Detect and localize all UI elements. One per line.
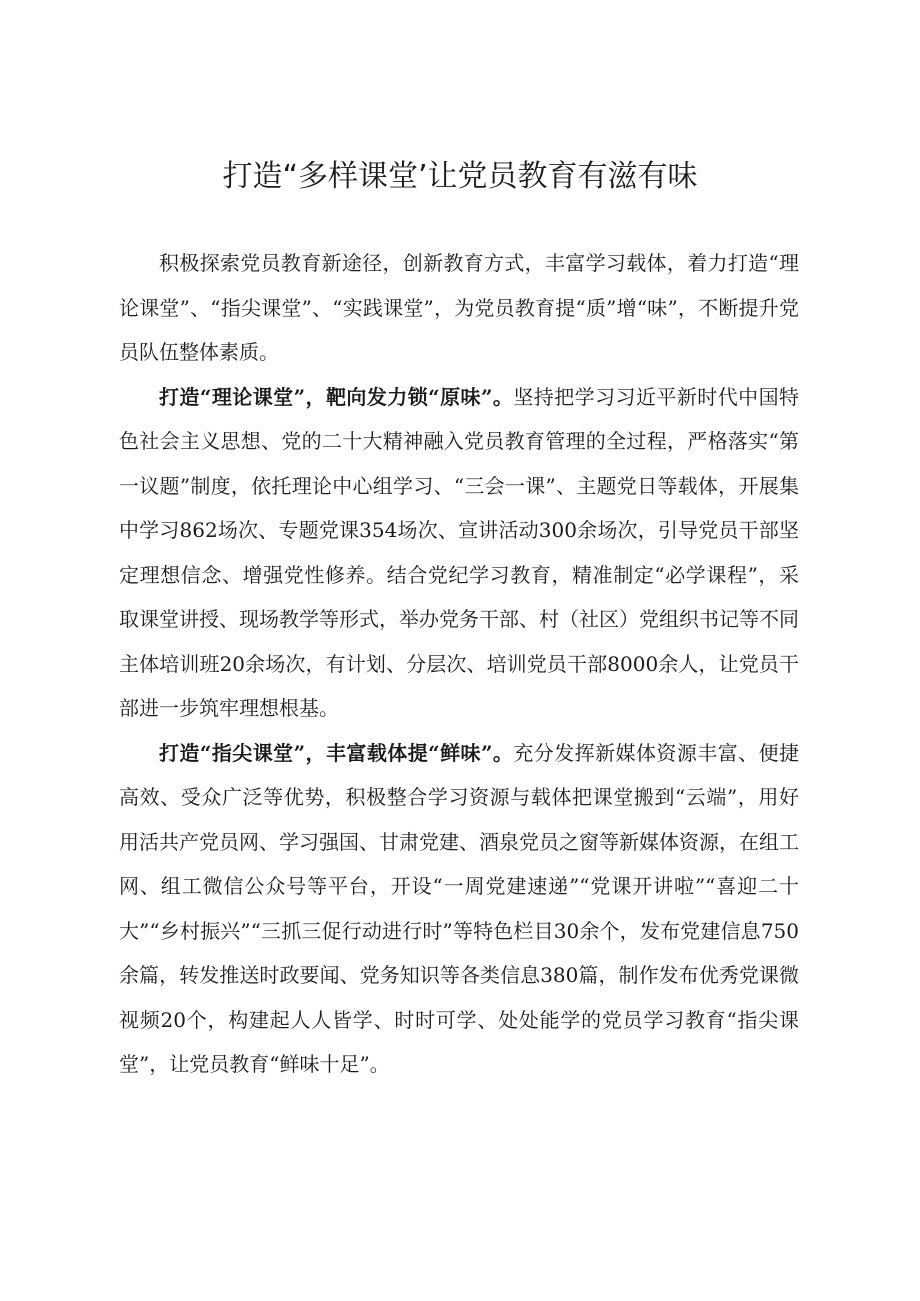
section-lead-theory: 打造“理论课堂”，靶向发力锁“原味”。 xyxy=(159,384,514,409)
intro-paragraph: 积极探索党员教育新途径，创新教育方式，丰富学习载体，着力打造“理论课堂”、“指尖课堂”、“实践课堂”，为党员教育提“质”增“味”，不断提升党员队伍整体素质。 xyxy=(119,251,799,364)
section-paragraph-theory xyxy=(119,375,799,731)
section-lead-fingertip: 打造“指尖课堂”，丰富载体提“鲜味”。 xyxy=(159,740,514,765)
document-title: 打造“多样课堂’让党员教育有滋有味 xyxy=(222,159,698,194)
section-paragraph-fingertip xyxy=(119,731,799,1087)
section-body-theory: 坚持把学习习近平新时代中国特色社会主义思想、党的二十大精神融入党员教育管理的全过程，严格落实“第一议题”制度，依托理论中心组学习、“三会一课”、主题党日等载体，开展集中学习862场次、专题党课354场次、宣讲活动300余场次，引导党员干部坚定理想信念、增强党性修养。结合党纪学习教育，精准制定“必学课程”，采取课堂讲授、现场教学等形式，举办党务干部、村（社区）党组织书记等不同主体培训班20余场次，有计划、分层次、培训党员干部8000余人，让党员干部进一步筑牢理想根基。 xyxy=(119,384,800,720)
document-body xyxy=(119,241,799,1087)
section-body-fingertip: 充分发挥新媒体资源丰富、便捷高效、受众广泛等优势，积极整合学习资源与载体把课堂搬到“云端”，用好用活共产党员网、学习强国、甘肃党建、酒泉党员之窗等新媒体资源，在组工网、组工微信公众号等平台，开设“一周党建速递”“党课开讲啦”“喜迎二十大”“乡村振兴”“三抓三促行动进行时”等特色栏目30余个，发布党建信息750余篇，转发推送时政要闻、党务知识等各类信息380篇，制作发布优秀党课微视频20个，构建起人人皆学、时时可学、处处能学的党员学习教育“指尖课堂”，让党员教育“鲜味十足”。 xyxy=(119,740,800,1076)
